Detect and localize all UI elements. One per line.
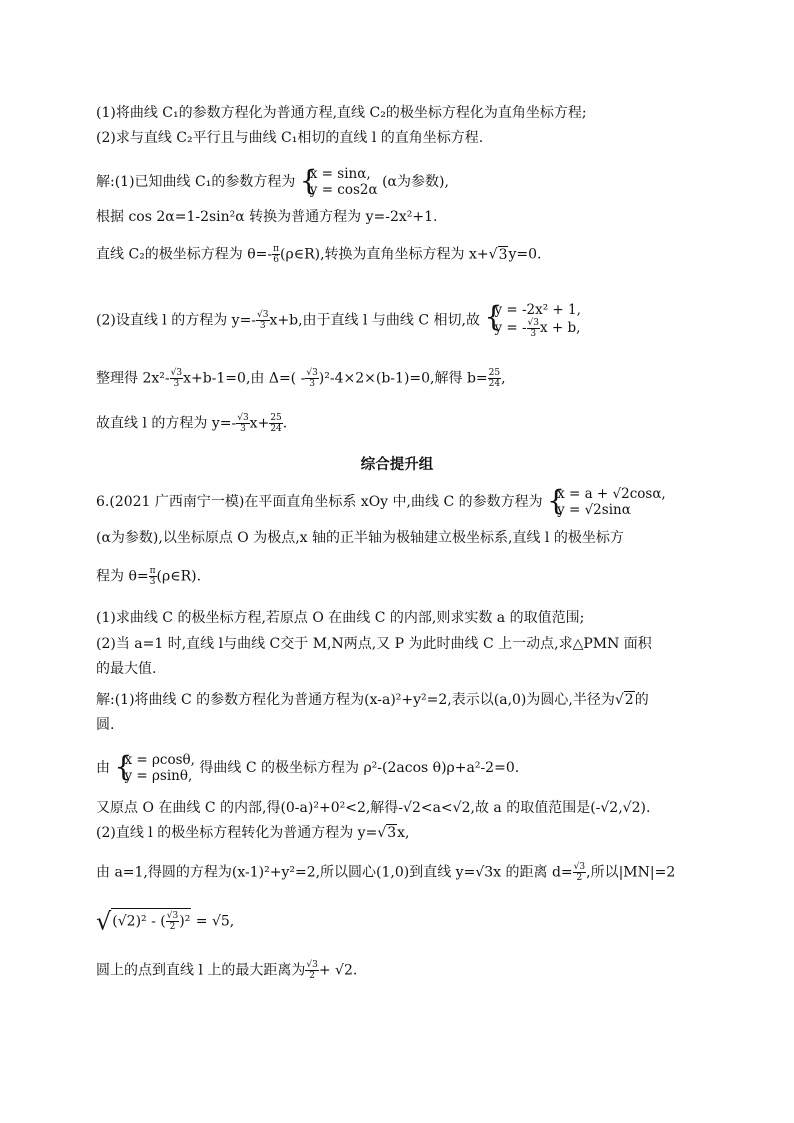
text: 解:(1)已知曲线 C₁的参数方程为 bbox=[96, 174, 296, 190]
numerator: 25 bbox=[270, 413, 282, 423]
text: 直线 C₂的极坐标方程为 θ=- bbox=[96, 246, 273, 263]
solution-line bbox=[96, 166, 449, 198]
solution-line bbox=[96, 752, 519, 784]
denominator: 3 bbox=[309, 379, 315, 389]
denominator: 3 bbox=[173, 379, 180, 389]
fraction bbox=[236, 413, 249, 434]
fraction bbox=[269, 413, 282, 434]
text: x+b-1=0,由 Δ=( - bbox=[183, 370, 306, 387]
text: y=0. bbox=[508, 246, 542, 263]
numerator: √3 bbox=[170, 368, 183, 378]
solution-line bbox=[96, 862, 675, 883]
solution-line: 根据 cos 2α=1-2sin²α 转换为普通方程为 y=-2x²+1. bbox=[96, 209, 438, 225]
text: y = - bbox=[494, 320, 527, 336]
denominator: 3 bbox=[259, 321, 266, 331]
text: )² bbox=[179, 913, 191, 930]
solution-line bbox=[96, 302, 581, 339]
question-line: 的最大值. bbox=[96, 661, 157, 677]
solution-line: 直线 C₂的极坐标方程为 θ=- $\frac{\pi}{6}$ (ρ∈R),转换为直角坐标方程为 x+√3y=0. bbox=[96, 244, 542, 265]
text: (ρ∈R),转换为直角坐标方程为 x+ bbox=[280, 246, 489, 263]
text: (2)直线 l 的极坐标方程转化为普通方程为 y= bbox=[96, 825, 378, 841]
text: 得曲线 C 的极坐标方程为 ρ²-(2acos θ)ρ+a²-2=0. bbox=[199, 760, 520, 776]
equation: x = a + √2cosα, bbox=[557, 486, 666, 502]
radicand: 3 bbox=[498, 246, 508, 263]
text: (ρ∈R). bbox=[156, 568, 202, 585]
question-line: (α为参数),以坐标原点 O 为极点,x 轴的正半轴为极轴建立极坐标系,直线 l 的极坐标方 bbox=[96, 530, 624, 546]
text: )²-4×2×(b-1)=0,解得 b= bbox=[318, 370, 488, 387]
equation bbox=[494, 318, 580, 339]
text: x, bbox=[397, 825, 410, 841]
question-line bbox=[96, 566, 201, 587]
text: 的 bbox=[634, 692, 649, 708]
numerator: √3 bbox=[237, 413, 249, 423]
solution-line bbox=[96, 907, 235, 936]
equation-system bbox=[547, 486, 666, 518]
question-line: (2)当 a=1 时,直线 l与曲线 C交于 M,N两点,又 P 为此时曲线 C 上一动点,求△PMN 面积 bbox=[96, 636, 652, 652]
question-line: (2)求与直线 C₂平行且与曲线 C₁相切的直线 l 的直角坐标方程. bbox=[96, 130, 484, 146]
solution-line: 又原点 O 在曲线 C 的内部,得(0-a)²+0²<2,解得-√2<a<√2,故 a 的取值范围是(-√2,√2). bbox=[96, 800, 651, 816]
brace: { bbox=[484, 300, 503, 333]
fraction bbox=[527, 318, 540, 339]
brace: { bbox=[547, 484, 565, 517]
denominator: 2 bbox=[169, 922, 176, 932]
equation: y = cos2α bbox=[309, 182, 378, 198]
solution-line: 圆. bbox=[96, 717, 115, 733]
text: 圆上的点到直线 l 上的最大距离为 bbox=[96, 962, 306, 979]
brace: { bbox=[299, 164, 318, 197]
text: 整理得 2x²- bbox=[96, 370, 170, 387]
text: . bbox=[282, 415, 288, 432]
section-heading: 综合提升组 bbox=[360, 456, 434, 473]
text: 由 bbox=[96, 760, 110, 776]
text: ,所以|MN|=2 bbox=[586, 864, 676, 881]
denominator: 2 bbox=[309, 971, 315, 981]
solution-line bbox=[96, 413, 287, 434]
fraction bbox=[272, 244, 280, 265]
text: = √5, bbox=[195, 913, 235, 930]
text: (α为参数), bbox=[382, 174, 449, 190]
radicand: 3 bbox=[387, 825, 397, 841]
text: x+b,由于直线 l 与曲线 C 相切,故 bbox=[269, 312, 480, 329]
question-line: (1)求曲线 C 的极坐标方程,若原点 O 在曲线 C 的内部,则求实数 a 的取值范围; bbox=[96, 610, 585, 626]
fraction bbox=[573, 862, 586, 883]
text: 由 a=1,得圆的方程为(x-1)²+y²=2,所以圆心(1,0)到直线 y=√3x 的距离 d= bbox=[96, 864, 573, 881]
text: (√2)² - ( bbox=[112, 913, 166, 930]
radical-sign: √ bbox=[96, 907, 112, 936]
equation-system bbox=[300, 166, 378, 198]
fraction bbox=[305, 960, 318, 981]
numerator: √3 bbox=[527, 318, 539, 328]
text: 故直线 l 的方程为 y=- bbox=[96, 415, 237, 432]
solution-line: 解:(1)将曲线 C 的参数方程化为普通方程为(x-a)²+y²=2,表示以(a,0)为圆心,半径为√2的 bbox=[96, 692, 649, 708]
text: 程为 θ= bbox=[96, 568, 149, 585]
equation: y = √2sinα bbox=[557, 502, 631, 518]
solution-line bbox=[96, 960, 357, 981]
text: , bbox=[501, 370, 506, 387]
numerator: √3 bbox=[166, 911, 179, 921]
radicand bbox=[111, 908, 191, 932]
numerator: 25 bbox=[488, 368, 501, 378]
text: x+ bbox=[249, 415, 270, 432]
denominator: 24 bbox=[488, 379, 501, 389]
numerator: √3 bbox=[257, 310, 269, 320]
fraction bbox=[170, 368, 183, 389]
brace: { bbox=[114, 750, 133, 783]
fraction bbox=[305, 368, 318, 389]
text: 6.(2021 广西南宁一模)在平面直角坐标系 xOy 中,曲线 C 的参数方程为 bbox=[96, 494, 543, 510]
equation: x = ρcosθ, bbox=[124, 752, 195, 768]
equation: y = -2x² + 1, bbox=[494, 302, 581, 318]
numerator: π bbox=[149, 566, 156, 576]
denominator: 2 bbox=[576, 873, 583, 883]
fraction bbox=[149, 566, 157, 587]
denominator: 3 bbox=[149, 577, 156, 587]
solution-line: (2)直线 l 的极坐标方程转化为普通方程为 y=√3x, bbox=[96, 825, 410, 841]
equation: y = ρsinθ, bbox=[124, 768, 193, 784]
numerator: π bbox=[273, 244, 280, 254]
denominator: 24 bbox=[270, 424, 282, 434]
text: + √2. bbox=[318, 962, 358, 979]
radicand: 2 bbox=[624, 692, 634, 708]
solution-line bbox=[96, 368, 506, 389]
fraction bbox=[488, 368, 501, 389]
denominator: 3 bbox=[530, 329, 537, 339]
equation-system bbox=[114, 752, 194, 784]
numerator: √3 bbox=[306, 368, 318, 378]
question-line bbox=[96, 486, 666, 518]
denominator: 6 bbox=[273, 255, 279, 265]
numerator: √3 bbox=[573, 862, 586, 872]
fraction bbox=[166, 911, 179, 932]
denominator: 3 bbox=[240, 424, 246, 434]
text: x + b, bbox=[540, 320, 581, 336]
numerator: √3 bbox=[306, 960, 318, 970]
text: (2)设直线 l 的方程为 y=- bbox=[96, 312, 257, 329]
text: 解:(1)将曲线 C 的参数方程化为普通方程为(x-a)²+y²=2,表示以(a,0)为圆心,半径为 bbox=[96, 692, 615, 708]
fraction bbox=[256, 310, 269, 331]
equation-system bbox=[484, 302, 580, 339]
question-line: (1)将曲线 C₁的参数方程化为普通方程,直线 C₂的极坐标方程化为直角坐标方程; bbox=[96, 105, 587, 121]
equation: x = sinα, bbox=[309, 166, 371, 182]
